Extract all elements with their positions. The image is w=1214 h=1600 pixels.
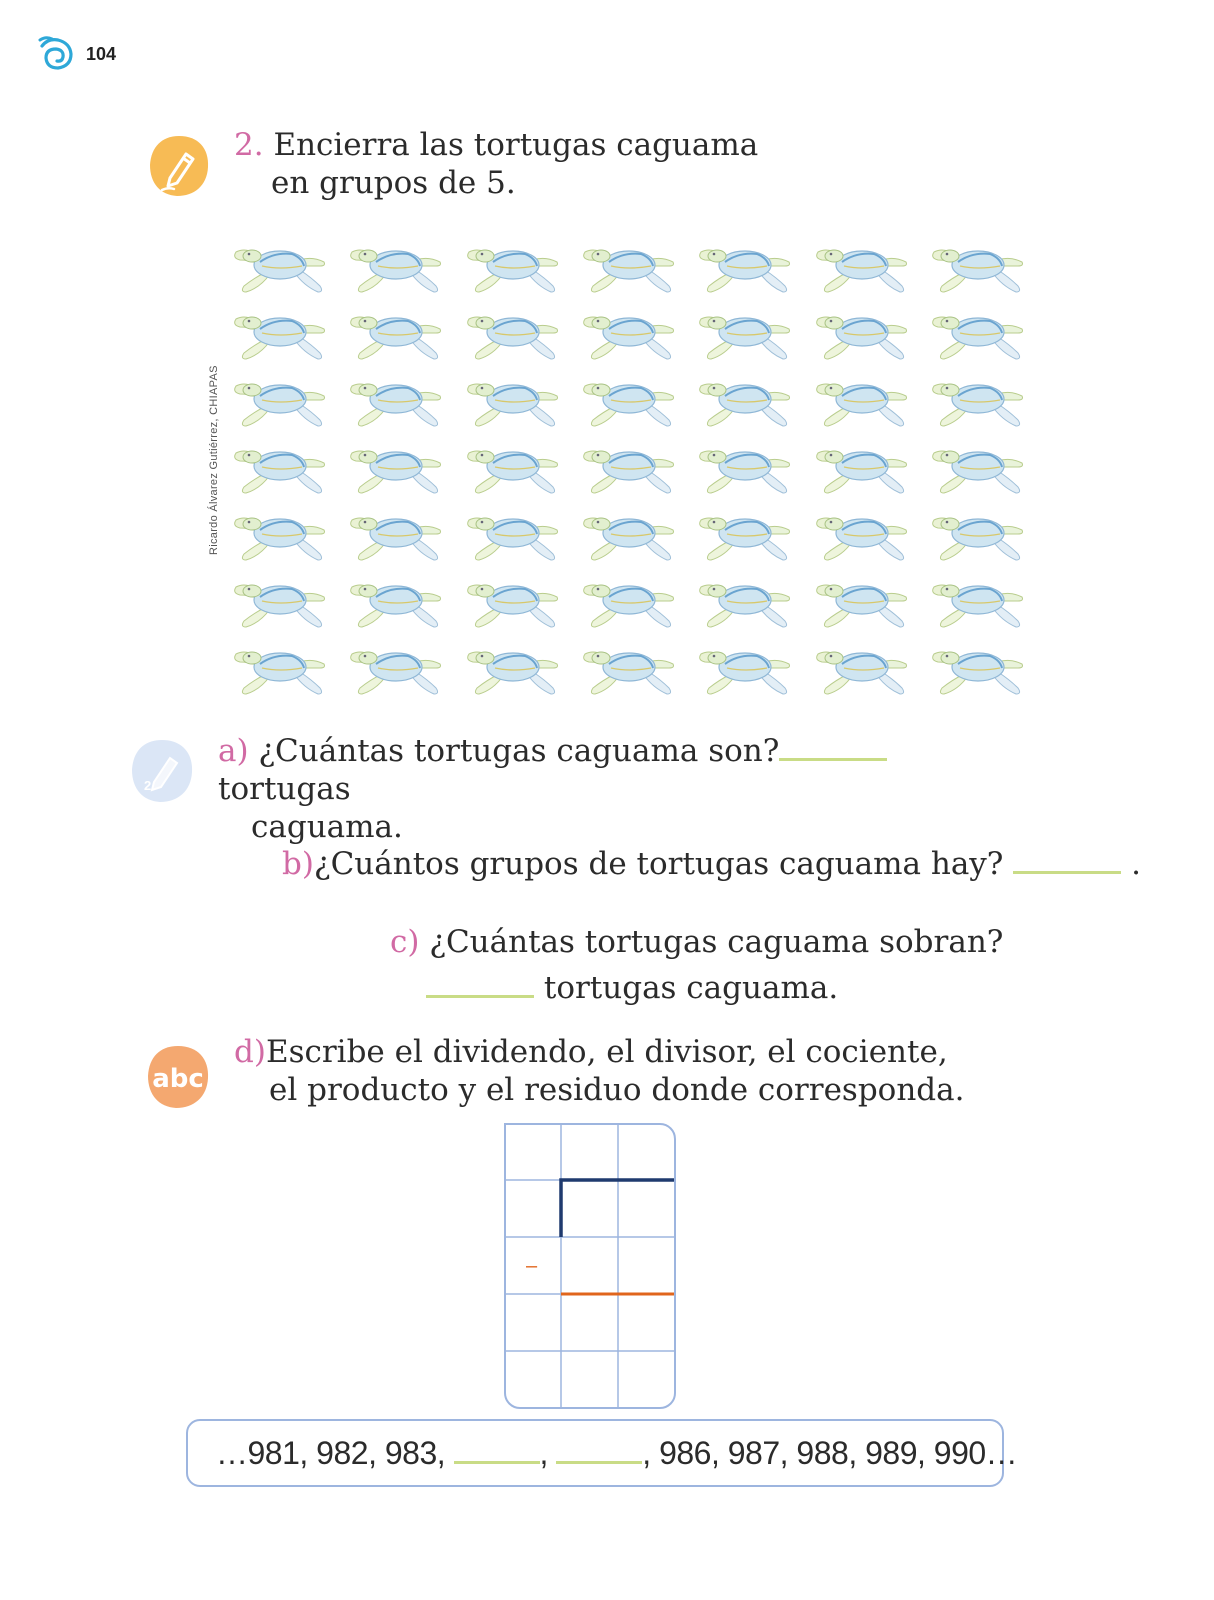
sea-turtle-icon[interactable]: [579, 638, 677, 698]
sequence-start: …981, 982, 983,: [216, 1435, 446, 1471]
sea-turtle-icon[interactable]: [579, 571, 677, 631]
sea-turtle-icon[interactable]: [812, 504, 910, 564]
sea-turtle-icon[interactable]: [812, 571, 910, 631]
instruction-line-2: en grupos de 5.: [271, 165, 516, 201]
question-c-after: tortugas caguama.: [543, 970, 839, 1006]
question-d-line-1: Escribe el dividendo, el divisor, el cociente,: [265, 1034, 948, 1070]
division-grid: [504, 1123, 676, 1409]
sea-turtle-icon[interactable]: [230, 236, 328, 296]
sea-turtle-icon[interactable]: [579, 370, 677, 430]
answer-b-blank[interactable]: [1013, 871, 1121, 874]
sea-turtle-icon[interactable]: [579, 236, 677, 296]
sea-turtle-icon[interactable]: [928, 236, 1026, 296]
sea-turtle-icon[interactable]: [928, 370, 1026, 430]
question-b-text: ¿Cuántos grupos de tortugas caguama hay?: [313, 846, 1004, 882]
sea-turtle-icon[interactable]: [463, 236, 561, 296]
sea-turtle-icon[interactable]: [230, 504, 328, 564]
number-sequence: [216, 1435, 1017, 1472]
sea-turtle-icon[interactable]: [695, 504, 793, 564]
question-a-label: a): [218, 733, 249, 769]
sequence-blank-2[interactable]: [556, 1461, 642, 1464]
sea-turtle-icon[interactable]: [812, 236, 910, 296]
sea-turtle-icon[interactable]: [812, 437, 910, 497]
question-c-label: c): [390, 924, 420, 960]
sea-turtle-icon[interactable]: [695, 370, 793, 430]
credit-text: Ricardo Álvarez Gutiérrez, CHIAPAS: [208, 365, 220, 555]
sea-turtle-icon[interactable]: [346, 571, 444, 631]
sea-turtle-icon[interactable]: [695, 571, 793, 631]
svg-text:abc: abc: [152, 1064, 204, 1094]
question-a-text: ¿Cuántas tortugas caguama son?: [258, 733, 780, 769]
sea-turtle-icon[interactable]: [463, 437, 561, 497]
question-b-label: b): [282, 846, 314, 882]
answer-a-blank[interactable]: [779, 758, 887, 761]
photo-credit: [208, 365, 220, 555]
sea-turtle-icon[interactable]: [463, 638, 561, 698]
sea-turtle-icon[interactable]: [463, 571, 561, 631]
page-number: 104: [86, 44, 117, 64]
question-a-after: tortugas: [218, 771, 351, 807]
grid-cell-inputs: [506, 1125, 676, 1409]
sea-turtle-icon[interactable]: [463, 370, 561, 430]
sea-turtle-icon[interactable]: [346, 504, 444, 564]
sea-turtle-icon[interactable]: [346, 303, 444, 363]
turtle-grid: [230, 236, 1030, 706]
sea-turtle-icon[interactable]: [695, 437, 793, 497]
sea-turtle-icon[interactable]: [230, 571, 328, 631]
minus-sign: –: [526, 1255, 538, 1277]
abc-icon: [146, 1044, 210, 1110]
sea-turtle-icon[interactable]: [928, 571, 1026, 631]
sea-turtle-icon[interactable]: [695, 303, 793, 363]
question-d-label: d): [234, 1034, 266, 1070]
exercise-number: 2.: [234, 127, 264, 163]
answer-c-blank[interactable]: [426, 995, 534, 998]
sea-turtle-icon[interactable]: [928, 303, 1026, 363]
question-d-line-2: el producto y el residuo donde corresponda.: [269, 1072, 965, 1108]
sea-turtle-icon[interactable]: [346, 236, 444, 296]
question-b-end: .: [1131, 846, 1142, 882]
sea-turtle-icon[interactable]: [812, 370, 910, 430]
spiral-wave-icon: [38, 36, 76, 72]
question-b: [282, 845, 1142, 883]
question-c-line-2: [426, 969, 926, 1007]
sea-turtle-icon[interactable]: [928, 504, 1026, 564]
sea-turtle-icon[interactable]: [695, 638, 793, 698]
question-a: [218, 732, 1018, 846]
sea-turtle-icon[interactable]: [230, 437, 328, 497]
sea-turtle-icon[interactable]: [346, 437, 444, 497]
sea-turtle-icon[interactable]: [346, 370, 444, 430]
sea-turtle-icon[interactable]: [928, 437, 1026, 497]
sea-turtle-icon[interactable]: [463, 504, 561, 564]
sea-turtle-icon[interactable]: [230, 370, 328, 430]
sequence-blank-1[interactable]: [454, 1461, 540, 1464]
instruction-line-1: Encierra las tortugas caguama: [273, 127, 759, 163]
sea-turtle-icon[interactable]: [230, 638, 328, 698]
question-d: [234, 1033, 994, 1109]
sea-turtle-icon[interactable]: [579, 303, 677, 363]
svg-text:2: 2: [144, 778, 152, 793]
sequence-separator: ,: [539, 1435, 548, 1471]
sea-turtle-icon[interactable]: [463, 303, 561, 363]
sea-turtle-icon[interactable]: [928, 638, 1026, 698]
pencil-2-icon: [130, 738, 194, 804]
question-a-line-2: caguama.: [251, 809, 403, 845]
exercise-instruction: [234, 126, 834, 202]
sea-turtle-icon[interactable]: [579, 437, 677, 497]
question-c: [390, 923, 1090, 961]
sea-turtle-icon[interactable]: [579, 504, 677, 564]
sea-turtle-icon[interactable]: [812, 303, 910, 363]
sea-turtle-icon[interactable]: [695, 236, 793, 296]
page-header: [38, 36, 158, 76]
sea-turtle-icon[interactable]: [230, 303, 328, 363]
question-c-text: ¿Cuántas tortugas caguama sobran?: [429, 924, 1004, 960]
sea-turtle-icon[interactable]: [812, 638, 910, 698]
sequence-end: , 986, 987, 988, 989, 990…: [642, 1435, 1018, 1471]
number-sequence-box: [186, 1419, 1018, 1487]
sea-turtle-icon[interactable]: [346, 638, 444, 698]
pencil-icon: [148, 134, 210, 198]
